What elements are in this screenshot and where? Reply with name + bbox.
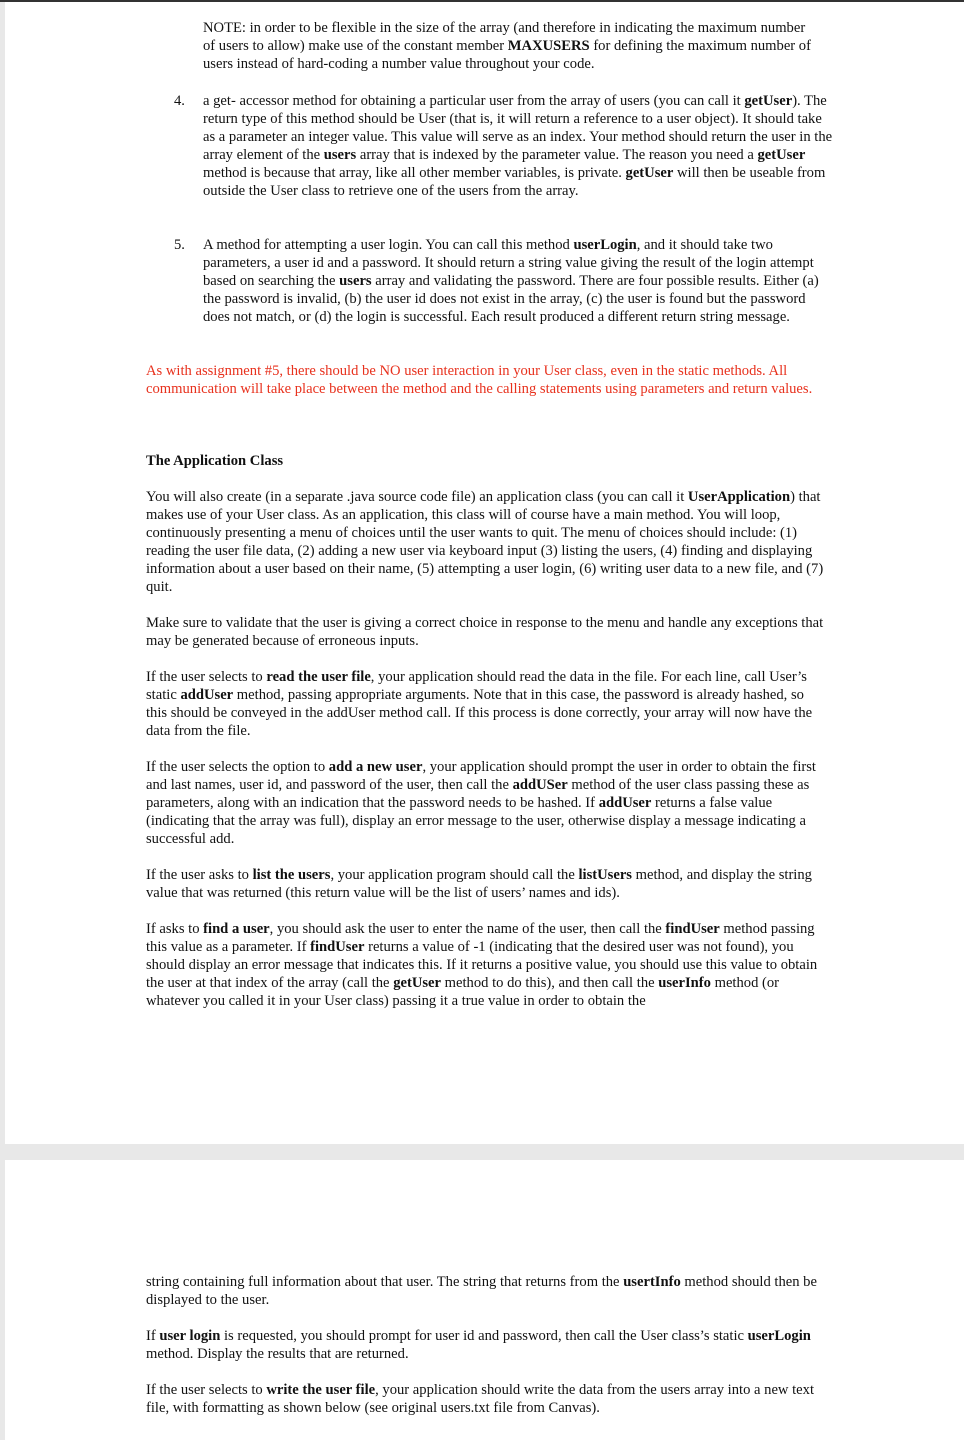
section-heading: The Application Class (146, 453, 284, 469)
list-item-text: A method for attempting a user login. You can call this method userLogin, and it should take two parameters, a user id and a password. It should return a string value giving the result of the login attempt based on searching the users array and validating the password. There are four possible results. Either (a) the password is invalid, (b) the user id does not exist in the array, (c) the user is found but the password does not match, or (d) the login is successful. Each result produced a different return string message. (203, 237, 819, 325)
document-page-2 (5, 1160, 964, 1440)
list-number: 4. (174, 93, 185, 109)
write-file-paragraph: If the user selects to write the user file, your application should write the data from the users array into a new text file, with formatting as shown below (see original users.txt file from Canvas). (146, 1382, 815, 1416)
app-class-paragraph: You will also create (in a separate .java source code file) an application class (you can call it UserApplication) that makes use of your User class. As an application, this class will of course have a main method. You will loop, continuously presenting a menu of choices until the user wants to quit. The menu of choices should include: (1) reading the user file data, (2) adding a new user via keyboard input (3) listing the users, (4) finding and displaying information about a user based on their name, (5) attempting a user login, (6) writing user data to a new file, and (7) quit. (146, 489, 824, 595)
user-info-paragraph: string containing full information about that user. The string that returns from the usertInfo method should then be displayed to the user. (146, 1274, 817, 1308)
user-login-paragraph: If user login is requested, you should prompt for user id and password, then call the User class’s static userLogin method. Display the results that are returned. (146, 1328, 811, 1362)
add-user-paragraph: If the user selects the option to add a new user, your application should prompt the user in order to obtain the first and last names, user id, and password of the user, then call the addUSer method of the user class passing these as parameters, along with an indication that the password needs to be hashed. If addUser returns a false value (indicating that the array was full), display an error message to the user, otherwise display a message indicating a successful add. (146, 759, 816, 847)
note-paragraph: NOTE: in order to be flexible in the size of the array (and therefore in indicating the maximum number of users to allow) make use of the constant member MAXUSERS for defining the maximum number of users instead of hard-coding a number value throughout your code. (203, 20, 811, 72)
list-number: 5. (174, 237, 185, 253)
red-note: As with assignment #5, there should be NO user interaction in your User class, even in the static methods. All communication will take place between the method and the calling statements using parameters and return values. (146, 363, 813, 397)
read-file-paragraph: If the user selects to read the user file, your application should read the data in the file. For each line, call User’s static addUser method, passing appropriate arguments. Note that in this case, the password is already hashed, so this should be conveyed in the addUser method call. If this process is done correctly, your array will now have the data from the file. (146, 669, 813, 739)
document-page-1 (5, 2, 964, 1144)
list-item-4 (174, 92, 833, 200)
list-item-5 (174, 236, 833, 326)
list-item-text: a get- accessor method for obtaining a particular user from the array of users (you can call it getUser). The return type of this method should be User (that is, it will return a reference to a user object). It should take as a parameter an integer value. This value will serve as an index. Your method should return the user in the array element of the users array that is indexed by the parameter value. The reason you need a getUser method is because that array, like all other member variables, is private. getUser will then be useable from outside the User class to retrieve one of the users from the array. (203, 93, 833, 199)
find-user-paragraph: If asks to find a user, you should ask the user to enter the name of the user, then call the findUser method passing this value as a parameter. If findUser returns a value of -1 (indicating that the desired user was not found), you should display an error message that indicates this. If it returns a positive value, you should use this value to obtain the user at that index of the array (call the getUser method to do this), and then call the userInfo method (or whatever you called it in your User class) passing it a true value in order to obtain the (146, 921, 818, 1009)
validate-paragraph: Make sure to validate that the user is giving a correct choice in response to the menu and handle any exceptions that may be generated because of erroneous inputs. (146, 615, 824, 649)
list-users-paragraph: If the user asks to list the users, your application program should call the listUsers method, and display the string value that was returned (this return value will be the list of users’ names and ids). (146, 867, 812, 901)
